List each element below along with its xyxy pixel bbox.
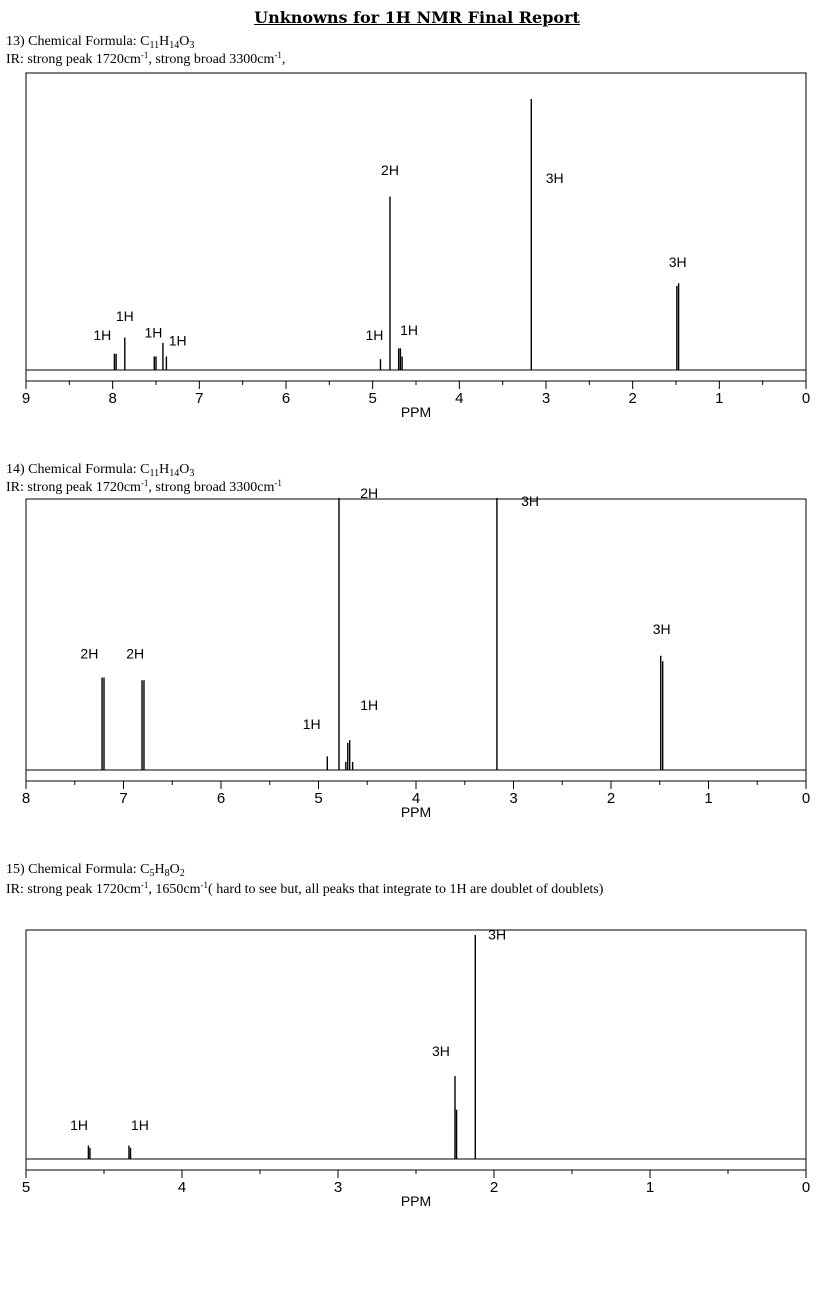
subscript: 5 bbox=[149, 868, 155, 879]
integration-label: 2H bbox=[381, 161, 399, 178]
tick-label: 8 bbox=[21, 790, 31, 807]
text-segment: , 1650cm bbox=[148, 882, 201, 897]
subscript: 14 bbox=[169, 40, 180, 51]
integration-label: 3H bbox=[545, 170, 564, 187]
tick-label: 2 bbox=[489, 1179, 499, 1196]
subscript: 3 bbox=[189, 40, 195, 51]
integration-label: 3H bbox=[668, 254, 687, 271]
tick-label: 5 bbox=[368, 390, 377, 407]
tick-label: 3 bbox=[541, 390, 551, 407]
superscript: -1 bbox=[200, 880, 209, 890]
problem-number: 15) Chemical Formula: bbox=[6, 862, 141, 877]
superscript: -1 bbox=[274, 50, 282, 60]
integration-label: 1H bbox=[115, 308, 134, 325]
subscript: 14 bbox=[169, 468, 180, 479]
integration-label: 1H bbox=[360, 697, 379, 714]
integration-label: 3H bbox=[521, 493, 540, 510]
text-segment: ( hard to see but, all peaks that integrate to 1H are doublet of doublets) bbox=[208, 882, 604, 897]
text-segment: H bbox=[154, 862, 165, 877]
tick-label: 8 bbox=[108, 390, 117, 407]
superscript: -1 bbox=[140, 880, 149, 890]
integration-label: 2H bbox=[360, 485, 379, 501]
report-title: Unknowns for 1H NMR Final Report bbox=[254, 8, 580, 27]
text-segment: O bbox=[169, 862, 180, 877]
integration-label: 2H bbox=[80, 645, 99, 662]
text-segment: C bbox=[140, 34, 150, 49]
tick-label: 4 bbox=[411, 790, 421, 807]
tick-label: 5 bbox=[314, 790, 323, 807]
plot-frame bbox=[26, 930, 806, 1170]
tick-label: 7 bbox=[195, 390, 204, 407]
text-segment: IR: strong peak 1720cm bbox=[6, 882, 141, 897]
x-axis-label: PPM bbox=[400, 404, 432, 420]
subscript: 11 bbox=[149, 40, 160, 51]
tick-label: 3 bbox=[333, 1179, 343, 1196]
superscript: -1 bbox=[274, 478, 282, 488]
text-segment: O bbox=[179, 462, 190, 477]
tick-label: 4 bbox=[455, 390, 464, 407]
subscript: 11 bbox=[149, 468, 160, 479]
tick-label: 7 bbox=[119, 790, 128, 807]
text-segment: H bbox=[159, 34, 170, 49]
text-segment: H bbox=[159, 462, 170, 477]
tick-label: 9 bbox=[21, 390, 31, 407]
tick-label: 0 bbox=[801, 390, 811, 407]
problem-number: 13) Chemical Formula: bbox=[6, 34, 141, 49]
integration-label: 1H bbox=[70, 1116, 88, 1133]
tick-label: 1 bbox=[704, 790, 713, 807]
integration-label: 1H bbox=[130, 1116, 149, 1133]
integration-label: 1H bbox=[400, 321, 419, 338]
integration-label: 1H bbox=[302, 716, 321, 733]
integration-label: 3H bbox=[488, 926, 507, 943]
text-segment: , strong broad 3300cm bbox=[148, 52, 275, 67]
integration-label: 2H bbox=[126, 645, 145, 662]
tick-label: 0 bbox=[801, 790, 811, 807]
subscript: 3 bbox=[189, 468, 195, 479]
tick-label: 0 bbox=[801, 1179, 811, 1196]
problem-number: 14) Chemical Formula: bbox=[6, 462, 141, 477]
text-segment: IR: strong peak 1720cm bbox=[6, 52, 141, 67]
integration-label: 3H bbox=[652, 621, 671, 637]
x-axis-label: PPM bbox=[400, 1193, 432, 1209]
superscript: -1 bbox=[140, 478, 149, 488]
superscript: -1 bbox=[140, 50, 149, 60]
tick-label: 3 bbox=[509, 790, 518, 807]
tick-label: 4 bbox=[177, 1179, 187, 1196]
x-axis-label: PPM bbox=[400, 804, 432, 820]
subscript: 8 bbox=[164, 868, 170, 879]
integration-label: 1H bbox=[168, 332, 187, 349]
integration-label: 1H bbox=[93, 327, 112, 344]
text-segment: IR: strong peak 1720cm bbox=[6, 480, 141, 495]
tick-label: 6 bbox=[281, 390, 291, 407]
tick-label: 2 bbox=[628, 390, 637, 407]
subscript: 2 bbox=[179, 868, 185, 879]
integration-label: 1H bbox=[365, 327, 384, 344]
text-segment: , bbox=[281, 52, 286, 67]
tick-label: 1 bbox=[645, 1179, 655, 1196]
text-segment: C bbox=[140, 462, 150, 477]
integration-label: 3H bbox=[432, 1042, 450, 1059]
tick-label: 6 bbox=[216, 790, 226, 807]
tick-label: 2 bbox=[606, 790, 616, 807]
integration-label: 1H bbox=[144, 324, 163, 341]
text-segment: , strong broad 3300cm bbox=[148, 480, 275, 495]
tick-label: 5 bbox=[21, 1179, 31, 1196]
text-segment: C bbox=[140, 862, 150, 877]
tick-label: 1 bbox=[715, 390, 724, 407]
text-segment: O bbox=[179, 34, 190, 49]
